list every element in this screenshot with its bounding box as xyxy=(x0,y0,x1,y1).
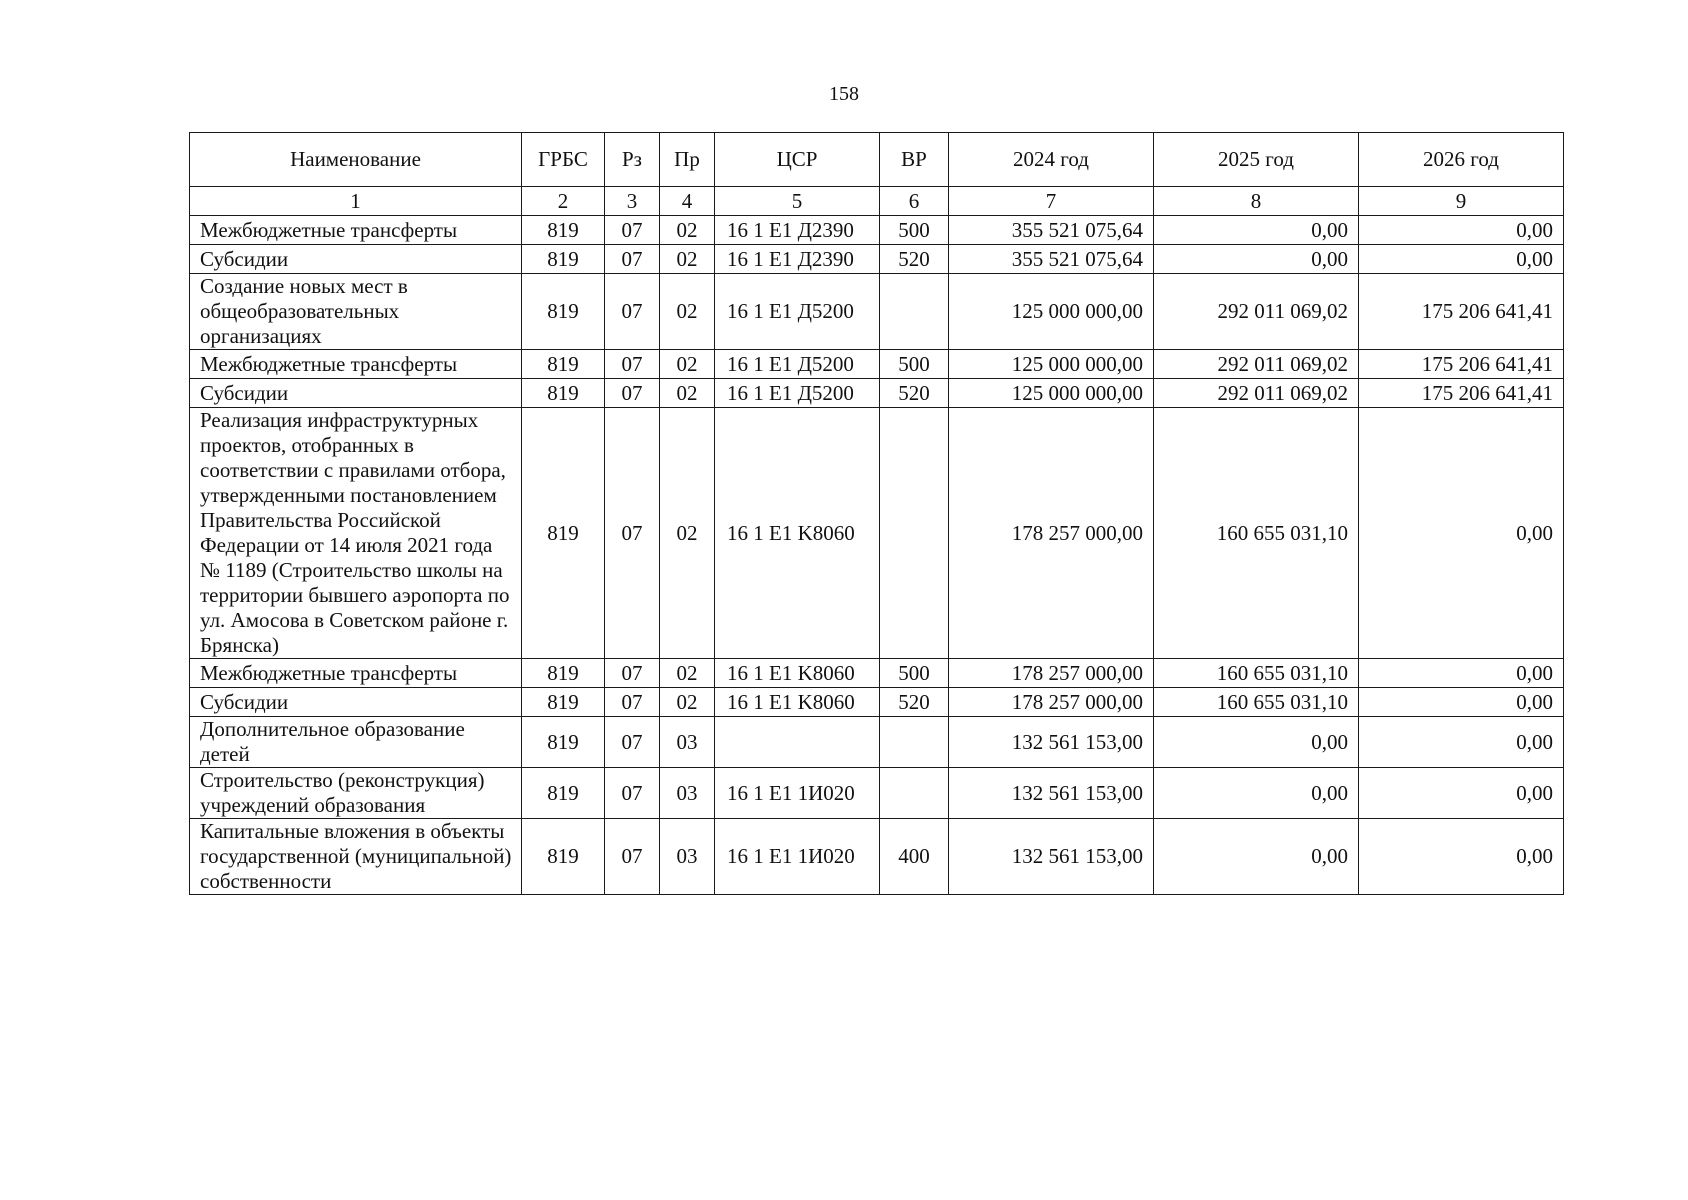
row-2024-amount: 125 000 000,00 xyxy=(949,274,1154,350)
table-row xyxy=(190,245,1564,274)
column-number: 7 xyxy=(949,187,1154,216)
row-pr-cell: 02 xyxy=(660,216,715,245)
row-rz-cell: 07 xyxy=(605,274,660,350)
row-rz-cell: 07 xyxy=(605,717,660,768)
row-name-cell: Субсидии xyxy=(190,245,522,274)
column-number: 8 xyxy=(1154,187,1359,216)
row-pr-cell: 02 xyxy=(660,379,715,408)
row-grbs-cell: 819 xyxy=(522,245,605,274)
row-grbs-cell: 819 xyxy=(522,768,605,819)
header-vr: ВР xyxy=(880,133,949,187)
row-vr-cell: 400 xyxy=(880,819,949,895)
row-pr-cell: 02 xyxy=(660,274,715,350)
row-2025-amount: 0,00 xyxy=(1154,245,1359,274)
row-name-cell: Межбюджетные трансферты xyxy=(190,216,522,245)
row-vr-cell: 500 xyxy=(880,216,949,245)
table-row xyxy=(190,768,1564,819)
row-name-cell: Капитальные вложения в объекты государственной (муниципальной) собственности xyxy=(190,819,522,895)
row-2024-amount: 125 000 000,00 xyxy=(949,350,1154,379)
row-csr-cell: 16 1 E1 Д5200 xyxy=(715,379,880,408)
table-row xyxy=(190,216,1564,245)
row-2024-amount: 132 561 153,00 xyxy=(949,768,1154,819)
row-2025-amount: 0,00 xyxy=(1154,216,1359,245)
row-csr-cell xyxy=(715,717,880,768)
table-row xyxy=(190,688,1564,717)
column-number: 5 xyxy=(715,187,880,216)
row-csr-cell: 16 1 E1 K8060 xyxy=(715,659,880,688)
page-number: 158 xyxy=(829,83,859,105)
header-name: Наименование xyxy=(190,133,522,187)
row-csr-cell: 16 1 E1 Д5200 xyxy=(715,274,880,350)
row-2026-amount: 0,00 xyxy=(1359,216,1564,245)
row-2025-amount: 0,00 xyxy=(1154,819,1359,895)
row-grbs-cell: 819 xyxy=(522,216,605,245)
row-name-cell: Дополнительное образование детей xyxy=(190,717,522,768)
row-rz-cell: 07 xyxy=(605,379,660,408)
row-vr-cell xyxy=(880,408,949,659)
row-grbs-cell: 819 xyxy=(522,819,605,895)
column-number: 1 xyxy=(190,187,522,216)
header-2025: 2025 год xyxy=(1154,133,1359,187)
table-row xyxy=(190,819,1564,895)
row-2024-amount: 178 257 000,00 xyxy=(949,688,1154,717)
budget-table xyxy=(189,132,1564,895)
row-csr-cell: 16 1 E1 1И020 xyxy=(715,819,880,895)
row-2025-amount: 0,00 xyxy=(1154,717,1359,768)
row-2024-amount: 132 561 153,00 xyxy=(949,819,1154,895)
row-name-cell: Создание новых мест в общеобразовательных организациях xyxy=(190,274,522,350)
row-2026-amount: 0,00 xyxy=(1359,768,1564,819)
column-number-row xyxy=(190,187,1564,216)
row-name-cell: Строительство (реконструкция) учреждений образования xyxy=(190,768,522,819)
row-grbs-cell: 819 xyxy=(522,688,605,717)
row-pr-cell: 03 xyxy=(660,768,715,819)
row-2025-amount: 160 655 031,10 xyxy=(1154,408,1359,659)
row-csr-cell: 16 1 E1 Д5200 xyxy=(715,350,880,379)
table-row xyxy=(190,659,1564,688)
row-name-cell: Субсидии xyxy=(190,379,522,408)
row-pr-cell: 02 xyxy=(660,688,715,717)
row-csr-cell: 16 1 E1 K8060 xyxy=(715,688,880,717)
row-2026-amount: 0,00 xyxy=(1359,819,1564,895)
row-2026-amount: 0,00 xyxy=(1359,717,1564,768)
header-2024: 2024 год xyxy=(949,133,1154,187)
row-2026-amount: 0,00 xyxy=(1359,688,1564,717)
row-grbs-cell: 819 xyxy=(522,408,605,659)
row-rz-cell: 07 xyxy=(605,408,660,659)
column-number: 4 xyxy=(660,187,715,216)
header-2026: 2026 год xyxy=(1359,133,1564,187)
row-2025-amount: 0,00 xyxy=(1154,768,1359,819)
header-pr: Пр xyxy=(660,133,715,187)
row-2026-amount: 175 206 641,41 xyxy=(1359,379,1564,408)
row-rz-cell: 07 xyxy=(605,819,660,895)
row-2024-amount: 178 257 000,00 xyxy=(949,408,1154,659)
row-rz-cell: 07 xyxy=(605,350,660,379)
table-row xyxy=(190,717,1564,768)
row-vr-cell: 500 xyxy=(880,350,949,379)
row-grbs-cell: 819 xyxy=(522,659,605,688)
row-name-cell: Реализация инфраструктурных проектов, отобранных в соответствии с правилами отбора, утвержденными постановлением Правительства Российской Федерации от 14 июля 2021 года № 1189 (Строительство школы на территории бывшего аэропорта по ул. Амосова в Советском районе г. Брянска) xyxy=(190,408,522,659)
row-rz-cell: 07 xyxy=(605,688,660,717)
row-2026-amount: 0,00 xyxy=(1359,245,1564,274)
row-2024-amount: 125 000 000,00 xyxy=(949,379,1154,408)
row-2025-amount: 292 011 069,02 xyxy=(1154,379,1359,408)
row-2024-amount: 355 521 075,64 xyxy=(949,245,1154,274)
row-vr-cell: 520 xyxy=(880,379,949,408)
row-rz-cell: 07 xyxy=(605,659,660,688)
table-row xyxy=(190,408,1564,659)
row-pr-cell: 02 xyxy=(660,659,715,688)
column-number: 9 xyxy=(1359,187,1564,216)
row-2025-amount: 292 011 069,02 xyxy=(1154,274,1359,350)
header-row xyxy=(190,133,1564,187)
row-grbs-cell: 819 xyxy=(522,350,605,379)
table-row xyxy=(190,350,1564,379)
column-number: 3 xyxy=(605,187,660,216)
row-vr-cell: 520 xyxy=(880,245,949,274)
row-csr-cell: 16 1 E1 1И020 xyxy=(715,768,880,819)
row-pr-cell: 03 xyxy=(660,717,715,768)
row-2025-amount: 160 655 031,10 xyxy=(1154,688,1359,717)
row-name-cell: Межбюджетные трансферты xyxy=(190,350,522,379)
table-row xyxy=(190,379,1564,408)
row-vr-cell xyxy=(880,274,949,350)
row-rz-cell: 07 xyxy=(605,245,660,274)
row-csr-cell: 16 1 E1 Д2390 xyxy=(715,245,880,274)
row-2024-amount: 355 521 075,64 xyxy=(949,216,1154,245)
row-2026-amount: 175 206 641,41 xyxy=(1359,274,1564,350)
row-pr-cell: 02 xyxy=(660,408,715,659)
header-rz: Рз xyxy=(605,133,660,187)
row-2026-amount: 175 206 641,41 xyxy=(1359,350,1564,379)
header-csr: ЦСР xyxy=(715,133,880,187)
row-vr-cell xyxy=(880,717,949,768)
row-grbs-cell: 819 xyxy=(522,717,605,768)
row-vr-cell: 500 xyxy=(880,659,949,688)
row-2025-amount: 160 655 031,10 xyxy=(1154,659,1359,688)
row-rz-cell: 07 xyxy=(605,768,660,819)
row-2024-amount: 132 561 153,00 xyxy=(949,717,1154,768)
row-pr-cell: 03 xyxy=(660,819,715,895)
row-name-cell: Межбюджетные трансферты xyxy=(190,659,522,688)
table-row xyxy=(190,274,1564,350)
row-2026-amount: 0,00 xyxy=(1359,408,1564,659)
row-2024-amount: 178 257 000,00 xyxy=(949,659,1154,688)
column-number: 2 xyxy=(522,187,605,216)
row-rz-cell: 07 xyxy=(605,216,660,245)
row-grbs-cell: 819 xyxy=(522,274,605,350)
row-vr-cell xyxy=(880,768,949,819)
row-2025-amount: 292 011 069,02 xyxy=(1154,350,1359,379)
row-vr-cell: 520 xyxy=(880,688,949,717)
row-2026-amount: 0,00 xyxy=(1359,659,1564,688)
table-body xyxy=(190,187,1564,895)
row-name-cell: Субсидии xyxy=(190,688,522,717)
row-csr-cell: 16 1 E1 K8060 xyxy=(715,408,880,659)
row-pr-cell: 02 xyxy=(660,350,715,379)
row-pr-cell: 02 xyxy=(660,245,715,274)
header-grbs: ГРБС xyxy=(522,133,605,187)
column-number: 6 xyxy=(880,187,949,216)
row-grbs-cell: 819 xyxy=(522,379,605,408)
row-csr-cell: 16 1 E1 Д2390 xyxy=(715,216,880,245)
